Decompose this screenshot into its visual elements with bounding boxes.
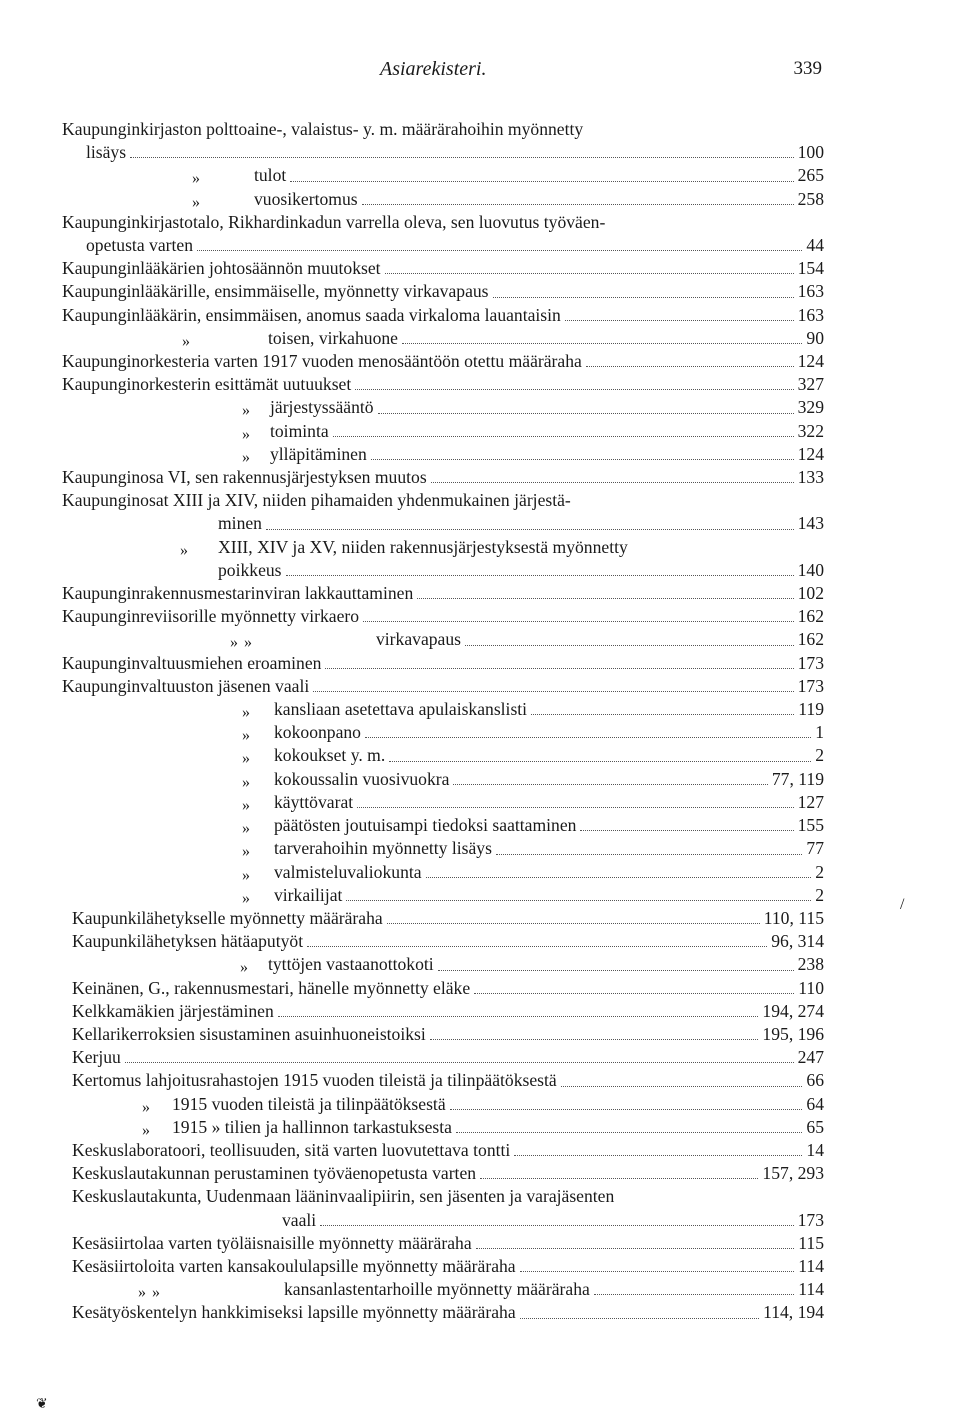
index-entry (62, 327, 824, 350)
page-reference: 154 (797, 258, 824, 279)
index-entry (62, 257, 824, 280)
index-entry (62, 652, 824, 675)
dot-leader (290, 181, 793, 182)
dot-leader (371, 459, 794, 460)
dot-leader (346, 900, 811, 901)
entry-label: Kaupunginreviisorille myönnetty virkaero (62, 606, 360, 627)
entry-label: Kaupunkilähetykselle myönnetty määräraha (72, 907, 383, 928)
entry-label: Kaupunginvaltuusmiehen eroaminen (62, 652, 322, 673)
entry-label: Keinänen, G., rakennusmestari, hänelle myönnetty eläke (72, 977, 471, 998)
ditto-mark: » (192, 170, 201, 188)
page-reference: 114, 194 (763, 1302, 824, 1323)
index-entry (62, 1046, 824, 1069)
page-reference: 65 (806, 1116, 824, 1137)
dot-leader (580, 830, 793, 831)
entry-label: Kaupunginkirjastotalo, Rikhardinkadun varrella oleva, sen luovutus työväen- (62, 211, 606, 232)
dot-leader (197, 250, 802, 251)
page-reference: 173 (797, 652, 824, 673)
page-reference: 143 (797, 513, 824, 534)
index-entry (62, 1023, 824, 1046)
page-reference: 157, 293 (762, 1163, 824, 1184)
page-reference: 247 (797, 1047, 824, 1068)
entry-label: lisäys (86, 142, 127, 163)
index-entry (62, 791, 824, 814)
entry-label: Kaupunginosa VI, sen rakennusjärjestyksen muutos (62, 467, 427, 488)
index-entry (62, 466, 824, 489)
dot-leader (561, 1086, 803, 1087)
index-entry (62, 1000, 824, 1023)
dot-leader (355, 389, 793, 390)
index-entry (62, 907, 824, 930)
index-entry (62, 141, 824, 164)
dot-leader (278, 1016, 759, 1017)
entry-label: kokoonpano (274, 722, 361, 743)
entry-label: Kerjuu (72, 1047, 121, 1068)
dot-leader (357, 807, 793, 808)
page-reference: 114 (798, 1255, 824, 1276)
page-reference: 115 (798, 1232, 824, 1253)
entry-label: vaali (282, 1209, 317, 1230)
page-reference: 173 (797, 675, 824, 696)
dot-leader (385, 273, 794, 274)
index-entry (62, 1185, 824, 1208)
entry-label: poikkeus (218, 559, 282, 580)
page-reference: 238 (797, 954, 824, 975)
entry-label: opetusta varten (86, 235, 193, 256)
entry-label: Kaupunginorkesterin esittämät uutuukset (62, 374, 352, 395)
ditto-mark: » (242, 750, 251, 768)
dot-leader (426, 877, 812, 878)
entry-label: toiminta (270, 420, 329, 441)
dot-leader (362, 204, 794, 205)
dot-leader (266, 529, 794, 530)
page-reference: 322 (797, 420, 824, 441)
dot-leader (531, 714, 794, 715)
entry-label: 1915 vuoden tileistä ja tilinpäätöksestä (172, 1093, 446, 1114)
entry-label: Kaupunginrakennusmestarinviran lakkauttaminen (62, 583, 414, 604)
index-entry (62, 350, 824, 373)
entry-label: Kesäsiirtoloita varten kansakoululapsille myönnetty määräraha (72, 1255, 516, 1276)
entry-label: minen (218, 513, 262, 534)
index-entry (62, 1255, 824, 1278)
dot-leader (514, 1155, 802, 1156)
dot-leader (307, 946, 767, 947)
index-entry (62, 1209, 824, 1232)
index-entry (62, 953, 824, 976)
index-entry (62, 628, 824, 651)
entry-label: tulot (254, 165, 287, 186)
ditto-mark: » (142, 1121, 151, 1139)
dot-leader (125, 1062, 794, 1063)
index-entry (62, 814, 824, 837)
entry-label: valmisteluvaliokunta (274, 861, 422, 882)
page-reference: 119 (798, 699, 824, 720)
page-reference: 127 (797, 791, 824, 812)
running-title: Asiarekisteri. (380, 58, 487, 80)
ditto-mark: » (242, 727, 251, 745)
page-reference: 2 (815, 861, 824, 882)
index-entry (62, 837, 824, 860)
entry-label: tyttöjen vastaanottokoti (268, 954, 434, 975)
page-reference: 194, 274 (762, 1000, 824, 1021)
dot-leader (476, 1248, 795, 1249)
page-reference: 2 (815, 884, 824, 905)
ditto-mark: » (192, 193, 201, 211)
index-entry (62, 977, 824, 1000)
entry-label: Kaupunginlääkärin, ensimmäisen, anomus saada virkaloma lauantaisin (62, 304, 561, 325)
ditto-mark: » (242, 889, 251, 907)
page-reference: 1 (815, 722, 824, 743)
index-entries (62, 118, 824, 1325)
dot-leader (313, 691, 793, 692)
index-entry (62, 536, 824, 559)
dot-leader (320, 1225, 793, 1226)
page-reference: 90 (806, 327, 824, 348)
page-reference: 2 (815, 745, 824, 766)
dot-leader (474, 993, 794, 994)
page-reference: 195, 196 (762, 1023, 824, 1044)
entry-label: päätösten joutuisampi tiedoksi saattaminen (274, 815, 577, 836)
entry-label: XIII, XIV ja XV, niiden rakennusjärjestyksestä myönnetty (218, 536, 628, 557)
dot-leader (438, 970, 794, 971)
page-reference: 162 (797, 606, 824, 627)
page-reference: 96, 314 (771, 931, 824, 952)
index-entry (62, 698, 824, 721)
entry-label: 1915 » tilien ja hallinnon tarkastuksesta (172, 1116, 452, 1137)
page-reference: 163 (797, 281, 824, 302)
entry-label: Kesäsiirtolaa varten työläisnaisille myönnetty määräraha (72, 1232, 472, 1253)
entry-label: ylläpitäminen (270, 443, 367, 464)
entry-label: Keskuslautakunta, Uudenmaan lääninvaalipiirin, sen jäsenten ja varajäsenten (72, 1186, 615, 1207)
margin-mark: / (900, 896, 905, 913)
index-entry (62, 1301, 824, 1324)
dot-leader (430, 1039, 759, 1040)
ditto-mark: » (242, 843, 251, 861)
index-entry (62, 1093, 824, 1116)
index-entry (62, 211, 824, 234)
dot-leader (594, 1294, 794, 1295)
index-entry (62, 930, 824, 953)
entry-label: virkailijat (274, 884, 343, 905)
page-reference: 163 (797, 304, 824, 325)
entry-label: vuosikertomus (254, 188, 358, 209)
index-entry (62, 559, 824, 582)
page-reference: 77, 119 (771, 768, 824, 789)
dot-leader (456, 1132, 802, 1133)
page-reference: 265 (797, 165, 824, 186)
index-entry (62, 582, 824, 605)
page-reference: 110, 115 (763, 907, 824, 928)
page-reference: 64 (806, 1093, 824, 1114)
page-reference: 124 (797, 351, 824, 372)
dot-leader (387, 923, 760, 924)
dot-leader (565, 320, 794, 321)
dot-leader (417, 598, 793, 599)
ditto-mark: » » (230, 634, 253, 652)
page-reference: 110 (798, 977, 824, 998)
index-entry (62, 234, 824, 257)
dot-leader (520, 1271, 795, 1272)
index-entry (62, 884, 824, 907)
dot-leader (389, 761, 811, 762)
entry-label: toisen, virkahuone (268, 327, 398, 348)
entry-label: Kaupunginlääkärien johtosäännön muutokset (62, 258, 381, 279)
entry-label: järjestyssääntö (270, 397, 374, 418)
entry-label: Kertomus lahjoitusrahastojen 1915 vuoden tileistä ja tilinpäätöksestä (72, 1070, 557, 1091)
entry-label: virkavapaus (376, 629, 462, 650)
page-reference: 44 (806, 235, 824, 256)
page-reference: 100 (797, 142, 824, 163)
index-entry (62, 304, 824, 327)
printer-ornament: ❦ (36, 1397, 48, 1412)
index-entry (62, 373, 824, 396)
entry-label: kokoukset y. m. (274, 745, 386, 766)
dot-leader (325, 668, 793, 669)
index-entry (62, 280, 824, 303)
index-entry (62, 861, 824, 884)
dot-leader (465, 645, 794, 646)
entry-label: Kaupunginosat XIII ja XIV, niiden pihamaiden yhdenmukainen järjestä- (62, 490, 571, 511)
index-entry (62, 1069, 824, 1092)
page-reference: 77 (806, 838, 824, 859)
page-reference: 258 (797, 188, 824, 209)
page-reference: 173 (797, 1209, 824, 1230)
entry-label: kansliaan asetettava apulaiskanslisti (274, 699, 528, 720)
dot-leader (496, 854, 802, 855)
entry-label: Kesätyöskentelyn hankkimiseksi lapsille myönnetty määräraha (72, 1302, 516, 1323)
entry-label: Kaupunkilähetyksen hätäaputyöt (72, 931, 304, 952)
page-reference: 162 (797, 629, 824, 650)
index-entry (62, 675, 824, 698)
entry-label: Kelkkamäkien järjestäminen (72, 1000, 274, 1021)
entry-label: Keskuslautakunnan perustaminen työväenopetusta varten (72, 1163, 477, 1184)
dot-leader (378, 413, 794, 414)
page-reference: 329 (797, 397, 824, 418)
index-entry (62, 1162, 824, 1185)
dot-leader (363, 621, 794, 622)
ditto-mark: » (180, 541, 189, 559)
dot-leader (365, 737, 811, 738)
index-entry (62, 744, 824, 767)
ditto-mark: » » (138, 1284, 161, 1302)
index-entry (62, 396, 824, 419)
ditto-mark: » (242, 704, 251, 722)
ditto-mark: » (242, 773, 251, 791)
entry-label: Kaupunginorkesteria varten 1917 vuoden menosääntöön otettu määräraha (62, 351, 582, 372)
ditto-mark: » (242, 425, 251, 443)
page-reference: 14 (806, 1139, 824, 1160)
ditto-mark: » (242, 820, 251, 838)
dot-leader (402, 343, 802, 344)
index-entry (62, 420, 824, 443)
index-entry (62, 1278, 824, 1301)
ditto-mark: » (182, 332, 191, 350)
index-entry (62, 489, 824, 512)
index-entry (62, 512, 824, 535)
index-entry (62, 605, 824, 628)
dot-leader (453, 784, 767, 785)
ditto-mark: » (242, 796, 251, 814)
page-reference: 102 (797, 583, 824, 604)
dot-leader (586, 366, 794, 367)
ditto-mark: » (240, 959, 249, 977)
ditto-mark: » (242, 448, 251, 466)
index-entry (62, 164, 824, 187)
page-number: 339 (793, 58, 822, 79)
dot-leader (520, 1318, 759, 1319)
page-reference: 66 (806, 1070, 824, 1091)
page-reference: 140 (797, 559, 824, 580)
page-header (62, 58, 822, 88)
index-entry (62, 188, 824, 211)
entry-label: Kaupunginkirjaston polttoaine-, valaistus- y. m. määrärahoihin myönnetty (62, 119, 584, 139)
entry-label: kokoussalin vuosivuokra (274, 768, 450, 789)
entry-label: kansanlastentarhoille myönnetty määräraha (284, 1279, 590, 1300)
page-reference: 133 (797, 467, 824, 488)
index-entry (62, 768, 824, 791)
entry-label: tarverahoihin myönnetty lisäys (274, 838, 492, 859)
page-reference: 327 (797, 374, 824, 395)
dot-leader (130, 157, 794, 158)
index-entry (62, 118, 824, 141)
entry-label: Kaupunginvaltuuston jäsenen vaali (62, 675, 310, 696)
dot-leader (431, 482, 794, 483)
page-reference: 114 (798, 1279, 824, 1300)
page-reference: 155 (797, 815, 824, 836)
entry-label: käyttövarat (274, 791, 354, 812)
index-entry (62, 1139, 824, 1162)
index-entry (62, 443, 824, 466)
ditto-mark: » (242, 866, 251, 884)
index-entry (62, 1232, 824, 1255)
entry-label: Kaupunginlääkärille, ensimmäiselle, myönnetty virkavapaus (62, 281, 489, 302)
dot-leader (450, 1109, 803, 1110)
index-entry (62, 1116, 824, 1139)
index-entry (62, 721, 824, 744)
ditto-mark: » (142, 1098, 151, 1116)
entry-label: Keskuslaboratoori, teollisuuden, sitä varten luovutettava tontti (72, 1139, 511, 1160)
dot-leader (480, 1178, 758, 1179)
dot-leader (333, 436, 794, 437)
dot-leader (286, 575, 794, 576)
page-reference: 124 (797, 443, 824, 464)
entry-label: Kellarikerroksien sisustaminen asuinhuoneistoiksi (72, 1023, 426, 1044)
ditto-mark: » (242, 402, 251, 420)
dot-leader (493, 297, 794, 298)
